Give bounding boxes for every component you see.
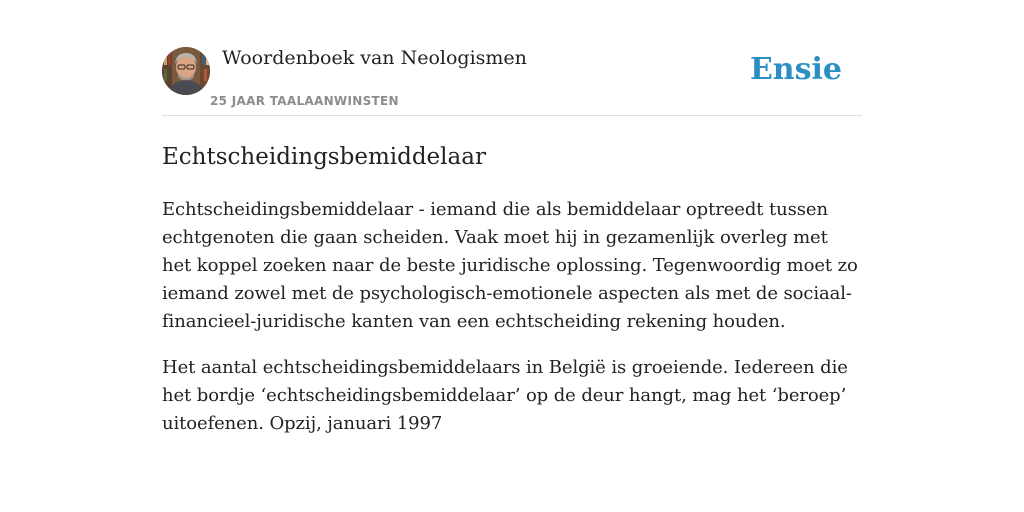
- entry-header: [162, 40, 862, 116]
- entry-body: [162, 196, 862, 438]
- ensie-logo[interactable]: Ensie: [749, 52, 842, 87]
- entry-card: [162, 40, 862, 456]
- entry-paragraph: Echtscheidingsbemiddelaar - iemand die als bemiddelaar optreedt tussen echtgenoten die gaan scheiden. Vaak moet hij in gezamenlijk overleg met het koppel zoeken naar de beste juridische oplossing. Tegenwoordig moet zo iemand zowel met de psychologisch-emotionele aspecten als met de sociaal-financieel-juridische kanten van een echtscheiding rekening houden.: [162, 199, 858, 332]
- source-subtitle: 25 JAAR TAALAANWINSTEN: [210, 94, 399, 108]
- entry-title: Echtscheidingsbemiddelaar: [162, 144, 486, 170]
- source-name[interactable]: Woordenboek van Neologismen: [222, 47, 527, 69]
- author-portrait-icon: [162, 47, 210, 95]
- author-avatar[interactable]: [162, 47, 210, 95]
- entry-paragraph: Het aantal echtscheidingsbemiddelaars in België is groeiende. Iedereen die het bordje ‘echtscheidingsbemiddelaar’ op de deur hangt, mag het ‘beroep’ uitoefenen. Opzij, januari 1997: [162, 357, 848, 434]
